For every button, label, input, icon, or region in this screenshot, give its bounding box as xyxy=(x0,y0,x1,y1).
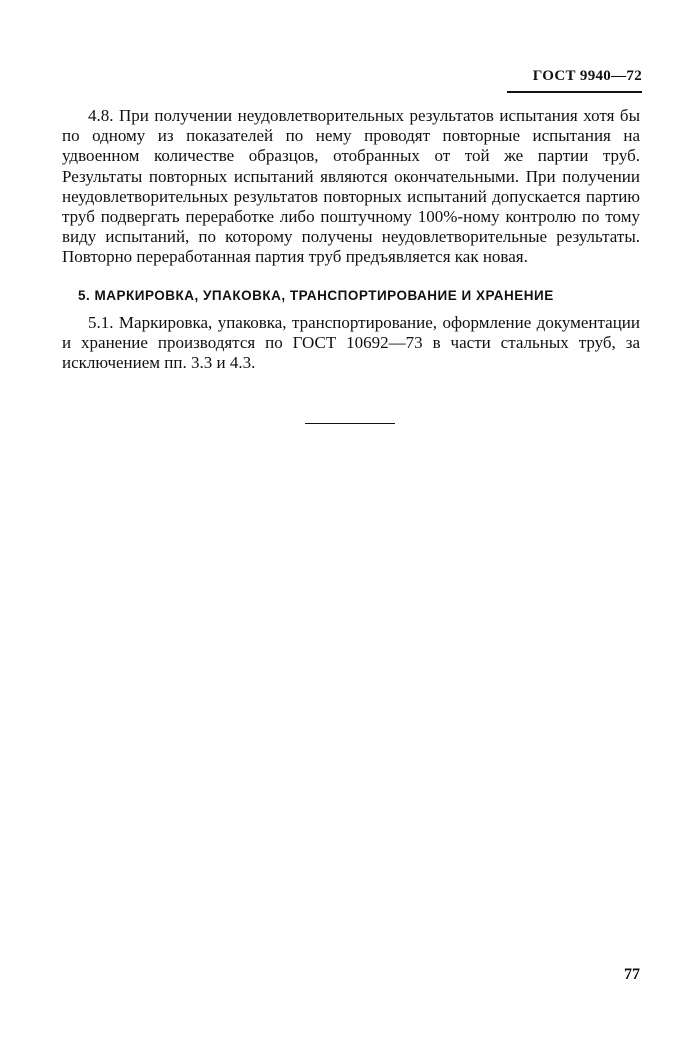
page-content xyxy=(62,106,640,373)
document-header-standard: ГОСТ 9940—72 xyxy=(507,68,642,93)
paragraph-5-1: 5.1. Маркировка, упаковка, транспортирование, оформление документации и хранение производятся по ГОСТ 10692—73 в части стальных труб, за исключением пп. 3.3 и 4.3. xyxy=(62,312,640,373)
section-5-title: 5. МАРКИРОВКА, УПАКОВКА, ТРАНСПОРТИРОВАНИЕ И ХРАНЕНИЕ xyxy=(78,287,554,303)
paragraph-4-8: 4.8. При получении неудовлетворительных результатов испытания хотя бы по одному из показателей по нему проводят повторные испытания на удвоенном количестве образцов, отобранных от той же партии труб. Результаты повторных испытаний являются окончательными. При получении неудовлетворительных результатов повторных испытаний допускается партию труб подвергать переработке либо поштучному 100%-ному контролю по тому виду испытаний, по которому получены неудовлетворительные результаты. Повторно переработанная партия труб предъявляется как новая. xyxy=(62,106,640,267)
page-number: 77 xyxy=(624,966,640,983)
end-divider-rule xyxy=(305,423,395,424)
